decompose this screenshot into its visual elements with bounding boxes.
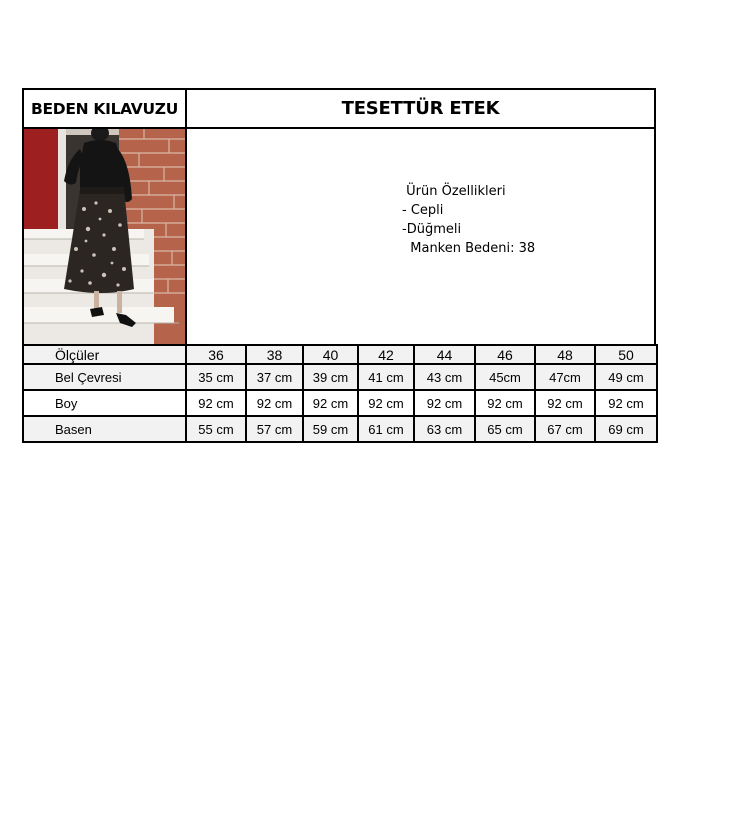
size-header: 38 (246, 345, 303, 364)
table-cell: 92 cm (303, 390, 358, 416)
size-header: 44 (414, 345, 475, 364)
size-header: 46 (475, 345, 535, 364)
table-cell: 92 cm (475, 390, 535, 416)
size-header: 50 (595, 345, 657, 364)
size-header: 48 (535, 345, 595, 364)
size-guide-title: BEDEN KILAVUZU (30, 99, 179, 118)
size-header: 36 (186, 345, 246, 364)
product-features-cell (185, 127, 656, 346)
table-cell: 92 cm (535, 390, 595, 416)
size-table (22, 344, 658, 443)
table-cell: 92 cm (358, 390, 414, 416)
table-cell: 35 cm (186, 364, 246, 390)
table-cell: 47cm (535, 364, 595, 390)
table-cell: 92 cm (246, 390, 303, 416)
product-title: TESETTÜR ETEK (341, 98, 500, 119)
table-cell: 92 cm (186, 390, 246, 416)
product-features-list (402, 182, 535, 258)
table-cell: 61 cm (358, 416, 414, 442)
model-photo-icon (24, 129, 185, 344)
table-cell: 59 cm (303, 416, 358, 442)
size-guide-title-cell (22, 88, 187, 129)
table-cell: 41 cm (358, 364, 414, 390)
table-row (23, 364, 657, 390)
table-cell: 65 cm (475, 416, 535, 442)
size-header: 42 (358, 345, 414, 364)
product-photo (22, 127, 187, 346)
table-cell: 39 cm (303, 364, 358, 390)
model-size: Manken Bedeni: 38 (402, 241, 536, 256)
table-cell: 63 cm (414, 416, 475, 442)
table-cell: 69 cm (595, 416, 657, 442)
product-title-cell (185, 88, 656, 129)
row-label-length: Boy (23, 390, 186, 416)
table-cell: 55 cm (186, 416, 246, 442)
table-cell: 92 cm (414, 390, 475, 416)
feature-buttons: -Düğmeli (402, 222, 462, 237)
row-label-waist: Bel Çevresi (23, 364, 186, 390)
table-cell: 45cm (475, 364, 535, 390)
table-cell: 43 cm (414, 364, 475, 390)
feature-pocket: - Cepli (402, 203, 444, 218)
size-header-row (23, 345, 657, 364)
features-heading: Ürün Özellikleri (402, 184, 506, 199)
table-cell: 37 cm (246, 364, 303, 390)
table-cell: 67 cm (535, 416, 595, 442)
row-label-hip: Basen (23, 416, 186, 442)
table-row (23, 416, 657, 442)
table-cell: 92 cm (595, 390, 657, 416)
table-row (23, 390, 657, 416)
size-header: 40 (303, 345, 358, 364)
measurements-label: Ölçüler (23, 345, 186, 364)
table-cell: 57 cm (246, 416, 303, 442)
table-cell: 49 cm (595, 364, 657, 390)
